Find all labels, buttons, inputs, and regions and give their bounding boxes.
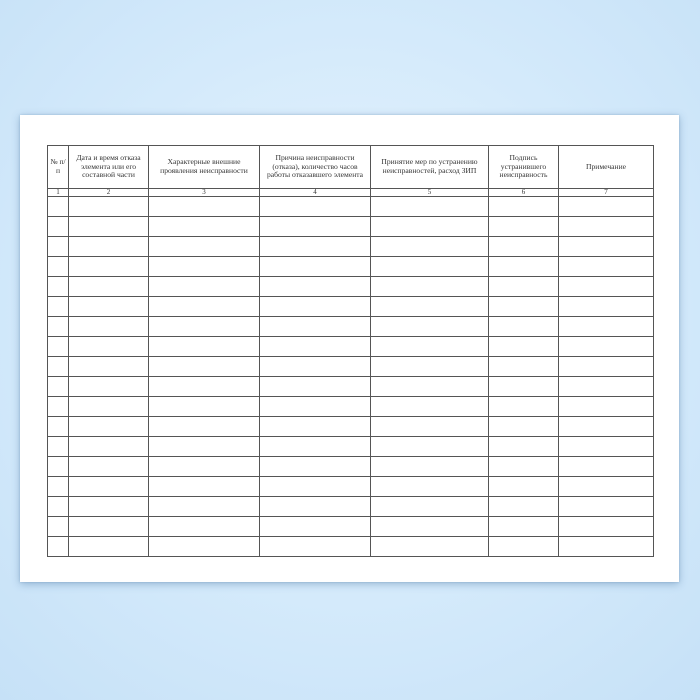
table-cell <box>489 357 559 377</box>
table-cell <box>371 397 489 417</box>
table-cell <box>559 397 654 417</box>
table-cell <box>559 317 654 337</box>
table-cell <box>489 217 559 237</box>
table-cell <box>559 377 654 397</box>
table-cell <box>149 457 260 477</box>
table-cell <box>260 297 371 317</box>
table-cell <box>371 417 489 437</box>
table-cell <box>489 397 559 417</box>
table-cell <box>48 277 69 297</box>
table-cell <box>559 497 654 517</box>
column-number-row <box>48 189 654 197</box>
column-header-note: Примечание <box>559 146 654 189</box>
table-cell <box>559 237 654 257</box>
table-cell <box>69 237 149 257</box>
table-cell <box>260 377 371 397</box>
column-number: 2 <box>69 189 149 197</box>
table-cell <box>260 497 371 517</box>
table-cell <box>260 217 371 237</box>
table-cell <box>489 337 559 357</box>
table-cell <box>559 257 654 277</box>
table-row <box>48 517 654 537</box>
table-cell <box>260 337 371 357</box>
table-cell <box>260 437 371 457</box>
table-cell <box>48 477 69 497</box>
table-row <box>48 217 654 237</box>
table-cell <box>48 357 69 377</box>
table-cell <box>489 197 559 217</box>
table-cell <box>69 197 149 217</box>
table-row <box>48 477 654 497</box>
column-number: 1 <box>48 189 69 197</box>
column-number: 7 <box>559 189 654 197</box>
table-row <box>48 457 654 477</box>
table-row <box>48 437 654 457</box>
table-cell <box>489 417 559 437</box>
table-cell <box>69 477 149 497</box>
table-cell <box>69 377 149 397</box>
column-header-symptoms: Характерные внешние проявления неисправности <box>149 146 260 189</box>
table-cell <box>371 337 489 357</box>
column-header-measures: Принятие мер по устранению неисправностей, расход ЗИП <box>371 146 489 189</box>
header-row <box>48 146 654 189</box>
table-row <box>48 297 654 317</box>
table-cell <box>260 237 371 257</box>
table-cell <box>260 197 371 217</box>
table-cell <box>149 397 260 417</box>
table-cell <box>149 477 260 497</box>
table-cell <box>149 357 260 377</box>
table-cell <box>559 297 654 317</box>
table-cell <box>559 517 654 537</box>
table-cell <box>48 197 69 217</box>
table-row <box>48 497 654 517</box>
table-cell <box>371 317 489 337</box>
table-cell <box>48 417 69 437</box>
table-cell <box>260 317 371 337</box>
table-cell <box>559 457 654 477</box>
table-cell <box>149 437 260 457</box>
column-header-number: № п/п <box>48 146 69 189</box>
table-cell <box>69 517 149 537</box>
table-cell <box>149 537 260 557</box>
table-row <box>48 357 654 377</box>
table-body <box>48 197 654 557</box>
table-cell <box>489 237 559 257</box>
table-cell <box>69 457 149 477</box>
table-cell <box>149 197 260 217</box>
table-row <box>48 337 654 357</box>
table-cell <box>149 497 260 517</box>
table-cell <box>371 437 489 457</box>
table-cell <box>371 517 489 537</box>
table-cell <box>489 437 559 457</box>
table-cell <box>48 337 69 357</box>
table-cell <box>260 457 371 477</box>
table-cell <box>371 357 489 377</box>
table-cell <box>149 337 260 357</box>
table-cell <box>371 377 489 397</box>
table-cell <box>371 497 489 517</box>
table-cell <box>48 497 69 517</box>
table-cell <box>371 477 489 497</box>
table-cell <box>371 237 489 257</box>
table-cell <box>489 317 559 337</box>
table-cell <box>371 457 489 477</box>
table-cell <box>48 457 69 477</box>
table-cell <box>149 517 260 537</box>
table-cell <box>489 517 559 537</box>
table-cell <box>149 217 260 237</box>
table-cell <box>371 257 489 277</box>
table-row <box>48 197 654 217</box>
column-number: 4 <box>260 189 371 197</box>
table-cell <box>48 257 69 277</box>
table-cell <box>559 437 654 457</box>
table-cell <box>559 197 654 217</box>
table-cell <box>559 477 654 497</box>
table-row <box>48 397 654 417</box>
table-cell <box>559 217 654 237</box>
table-cell <box>371 537 489 557</box>
table-row <box>48 377 654 397</box>
column-number: 6 <box>489 189 559 197</box>
table-cell <box>260 277 371 297</box>
table-cell <box>69 277 149 297</box>
table-cell <box>260 257 371 277</box>
table-cell <box>69 317 149 337</box>
table-cell <box>69 537 149 557</box>
table-cell <box>149 237 260 257</box>
table-cell <box>48 237 69 257</box>
table-cell <box>48 537 69 557</box>
table-row <box>48 537 654 557</box>
table-cell <box>69 437 149 457</box>
table-cell <box>559 357 654 377</box>
table-cell <box>371 217 489 237</box>
table-row <box>48 237 654 257</box>
table-cell <box>69 217 149 237</box>
table-row <box>48 257 654 277</box>
table-cell <box>489 537 559 557</box>
table-cell <box>489 257 559 277</box>
table-cell <box>260 397 371 417</box>
table-cell <box>559 277 654 297</box>
table-cell <box>260 537 371 557</box>
table-cell <box>260 477 371 497</box>
table-cell <box>371 277 489 297</box>
table-cell <box>48 317 69 337</box>
table-cell <box>371 197 489 217</box>
table-cell <box>149 417 260 437</box>
column-header-signature: Подпись устранившего неисправность <box>489 146 559 189</box>
table-cell <box>48 217 69 237</box>
table-cell <box>371 297 489 317</box>
table-cell <box>489 297 559 317</box>
table-cell <box>69 417 149 437</box>
table-cell <box>149 257 260 277</box>
table-cell <box>489 277 559 297</box>
table-cell <box>260 517 371 537</box>
table-cell <box>149 297 260 317</box>
table-row <box>48 417 654 437</box>
malfunction-log-table <box>47 145 654 557</box>
table-cell <box>69 297 149 317</box>
log-sheet <box>20 115 679 582</box>
table-cell <box>149 317 260 337</box>
column-number: 5 <box>371 189 489 197</box>
table-cell <box>69 357 149 377</box>
table-row <box>48 317 654 337</box>
column-number: 3 <box>149 189 260 197</box>
table-cell <box>489 497 559 517</box>
table-cell <box>48 517 69 537</box>
table-cell <box>48 397 69 417</box>
table-cell <box>489 377 559 397</box>
table-cell <box>69 497 149 517</box>
table-cell <box>489 457 559 477</box>
column-header-cause: Причина неисправности (отказа), количество часов работы отказавшего элемента <box>260 146 371 189</box>
table-cell <box>149 277 260 297</box>
table-cell <box>559 337 654 357</box>
table-cell <box>260 357 371 377</box>
table-cell <box>559 417 654 437</box>
table-cell <box>489 477 559 497</box>
table-cell <box>69 257 149 277</box>
table-cell <box>69 337 149 357</box>
table-cell <box>260 417 371 437</box>
table-row <box>48 277 654 297</box>
table-cell <box>48 297 69 317</box>
column-header-date-time: Дата и время отказа элемента или его составной части <box>69 146 149 189</box>
table-cell <box>69 397 149 417</box>
table-cell <box>559 537 654 557</box>
table-cell <box>48 377 69 397</box>
table-cell <box>48 437 69 457</box>
table-cell <box>149 377 260 397</box>
